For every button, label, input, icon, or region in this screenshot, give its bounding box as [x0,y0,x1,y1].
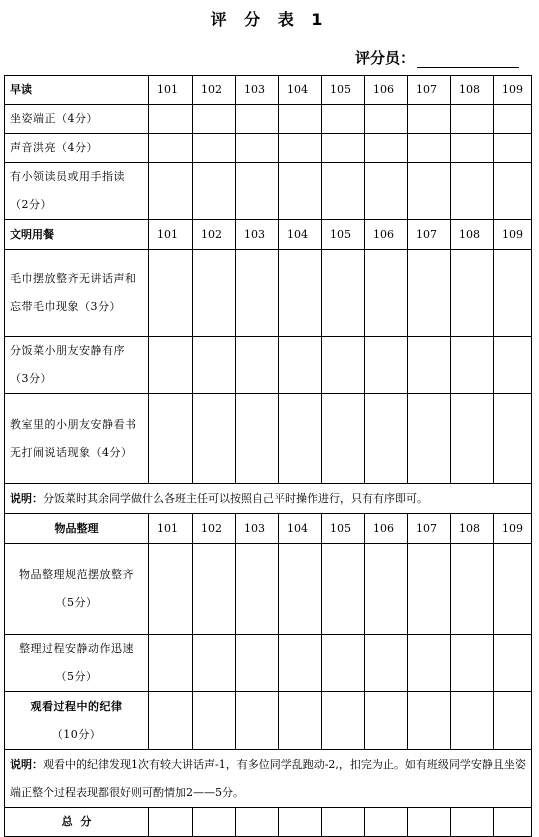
criteria-label: 分饭菜小朋友安静有序（3分） [5,337,149,394]
score-cell[interactable] [451,250,494,337]
class-number: 101 [149,76,193,105]
class-number: 101 [149,220,193,250]
class-number: 104 [279,76,322,105]
score-cell[interactable] [279,544,322,635]
score-cell[interactable] [322,394,365,484]
scorer-field [355,46,519,68]
score-cell[interactable] [236,337,279,394]
score-cell[interactable] [451,544,494,635]
criteria-label: 声音洪亮（4分） [5,134,149,163]
criteria-label: 毛巾摆放整齐无讲话声和忘带毛巾现象（3分） [5,250,149,337]
score-cell[interactable] [322,134,365,163]
score-cell[interactable] [322,337,365,394]
score-cell[interactable] [193,544,236,635]
class-number: 108 [451,220,494,250]
score-cell[interactable] [322,544,365,635]
score-cell[interactable] [322,163,365,220]
criteria-points: （10分） [51,727,102,741]
scorer-label: 评分员： [354,49,415,67]
class-number: 106 [365,514,408,544]
note-label: 说明： [10,757,43,771]
score-cell[interactable] [322,105,365,134]
score-cell[interactable] [193,250,236,337]
class-number: 108 [451,514,494,544]
score-cell[interactable] [365,163,408,220]
class-number: 106 [365,76,408,105]
score-cell[interactable] [193,692,236,750]
class-number: 105 [322,220,365,250]
section-header-row [5,76,532,105]
score-cell[interactable] [494,394,532,484]
score-cell[interactable] [365,544,408,635]
criteria-cell [5,692,149,750]
score-cell[interactable] [451,692,494,750]
criteria-label: 有小领读员或用手指读（2分） [5,163,149,220]
score-cell[interactable] [149,250,193,337]
score-cell[interactable] [494,692,532,750]
score-cell[interactable] [279,250,322,337]
score-cell[interactable] [149,105,193,134]
criteria-row [5,105,532,134]
score-cell[interactable] [149,544,193,635]
class-number: 107 [408,76,451,105]
score-cell[interactable] [494,250,532,337]
class-number: 106 [365,220,408,250]
section-title: 早读 [5,76,149,105]
total-cell[interactable] [236,808,279,837]
criteria-row [5,544,532,635]
score-cell[interactable] [451,105,494,134]
score-cell[interactable] [494,105,532,134]
score-cell[interactable] [408,134,451,163]
score-cell[interactable] [279,394,322,484]
score-cell[interactable] [279,337,322,394]
score-cell[interactable] [279,105,322,134]
note-label: 说明： [10,491,43,505]
score-cell[interactable] [408,163,451,220]
class-number: 102 [193,76,236,105]
score-cell[interactable] [279,635,322,692]
score-cell[interactable] [193,337,236,394]
score-cell[interactable] [236,692,279,750]
page-title: 评 分 表 1 [210,10,329,29]
class-number: 108 [451,76,494,105]
class-number: 105 [322,514,365,544]
score-cell[interactable] [451,635,494,692]
score-cell[interactable] [494,134,532,163]
score-cell[interactable] [408,544,451,635]
total-cell[interactable] [279,808,322,837]
class-number: 103 [236,220,279,250]
scorer-blank-line[interactable] [417,49,519,68]
score-cell[interactable] [149,337,193,394]
note-cell [5,750,532,808]
score-cell[interactable] [408,337,451,394]
criteria-title: 观看过程中的纪律 [30,699,123,713]
section-title: 文明用餐 [5,220,149,250]
total-row [5,808,532,837]
score-cell[interactable] [236,394,279,484]
score-cell[interactable] [193,134,236,163]
score-cell[interactable] [451,134,494,163]
criteria-label: 教室里的小朋友安静看书无打闹说话现象（4分） [5,394,149,484]
note-text: 观看中的纪律发现1次有较大讲话声-1，有多位同学乱跑动-2,，扣完为止。如有班级同学安静且坐姿端正整个过程表现都很好则可酌情加2——5分。 [10,757,526,799]
note-text: 分饭菜时其余同学做什么各班主任可以按照自己平时操作进行，只有有序即可。 [43,491,428,505]
score-cell[interactable] [149,163,193,220]
score-cell[interactable] [236,250,279,337]
score-cell[interactable] [279,134,322,163]
score-cell[interactable] [365,635,408,692]
score-cell[interactable] [236,105,279,134]
score-cell[interactable] [451,394,494,484]
note-row [5,750,532,808]
total-label: 总 分 [5,808,149,837]
score-cell[interactable] [365,105,408,134]
class-number: 109 [494,220,532,250]
score-cell[interactable] [408,635,451,692]
criteria-row [5,134,532,163]
class-number: 104 [279,220,322,250]
criteria-row [5,692,532,750]
score-cell[interactable] [149,134,193,163]
criteria-row [5,163,532,220]
criteria-label: 坐姿端正（4分） [5,105,149,134]
score-cell[interactable] [149,692,193,750]
section-header-row [5,514,532,544]
criteria-label: 物品整理规范摆放整齐（5分） [5,544,149,635]
score-table [4,75,532,837]
criteria-row [5,337,532,394]
score-cell[interactable] [408,250,451,337]
score-cell[interactable] [494,635,532,692]
score-cell[interactable] [365,337,408,394]
score-cell[interactable] [322,692,365,750]
total-cell[interactable] [451,808,494,837]
score-cell[interactable] [494,163,532,220]
score-cell[interactable] [494,337,532,394]
score-cell[interactable] [193,394,236,484]
class-number: 109 [494,76,532,105]
score-cell[interactable] [236,635,279,692]
total-cell[interactable] [494,808,532,837]
score-cell[interactable] [451,163,494,220]
score-cell[interactable] [149,394,193,484]
class-number: 103 [236,514,279,544]
note-row [5,484,532,514]
class-number: 107 [408,514,451,544]
score-cell[interactable] [236,163,279,220]
score-cell[interactable] [193,635,236,692]
score-cell[interactable] [236,544,279,635]
score-cell[interactable] [365,692,408,750]
class-number: 102 [193,220,236,250]
note-cell [5,484,532,514]
total-cell[interactable] [322,808,365,837]
score-cell[interactable] [365,394,408,484]
total-cell[interactable] [193,808,236,837]
criteria-label: 整理过程安静动作迅速（5分） [5,635,149,692]
score-cell[interactable] [408,394,451,484]
class-number: 105 [322,76,365,105]
score-cell[interactable] [149,635,193,692]
score-cell[interactable] [193,163,236,220]
class-number: 104 [279,514,322,544]
criteria-row [5,394,532,484]
class-number: 102 [193,514,236,544]
score-cell[interactable] [365,134,408,163]
score-cell[interactable] [365,250,408,337]
score-cell[interactable] [279,163,322,220]
criteria-row [5,635,532,692]
class-number: 107 [408,220,451,250]
score-cell[interactable] [322,250,365,337]
total-cell[interactable] [149,808,193,837]
total-cell[interactable] [365,808,408,837]
section-title: 物品整理 [5,514,149,544]
section-header-row [5,220,532,250]
score-cell[interactable] [236,134,279,163]
score-cell[interactable] [279,692,322,750]
score-cell[interactable] [451,337,494,394]
class-number: 101 [149,514,193,544]
class-number: 103 [236,76,279,105]
criteria-row [5,250,532,337]
score-cell[interactable] [322,635,365,692]
score-cell[interactable] [193,105,236,134]
score-cell[interactable] [408,105,451,134]
class-number: 109 [494,514,532,544]
total-cell[interactable] [408,808,451,837]
score-cell[interactable] [408,692,451,750]
score-cell[interactable] [494,544,532,635]
